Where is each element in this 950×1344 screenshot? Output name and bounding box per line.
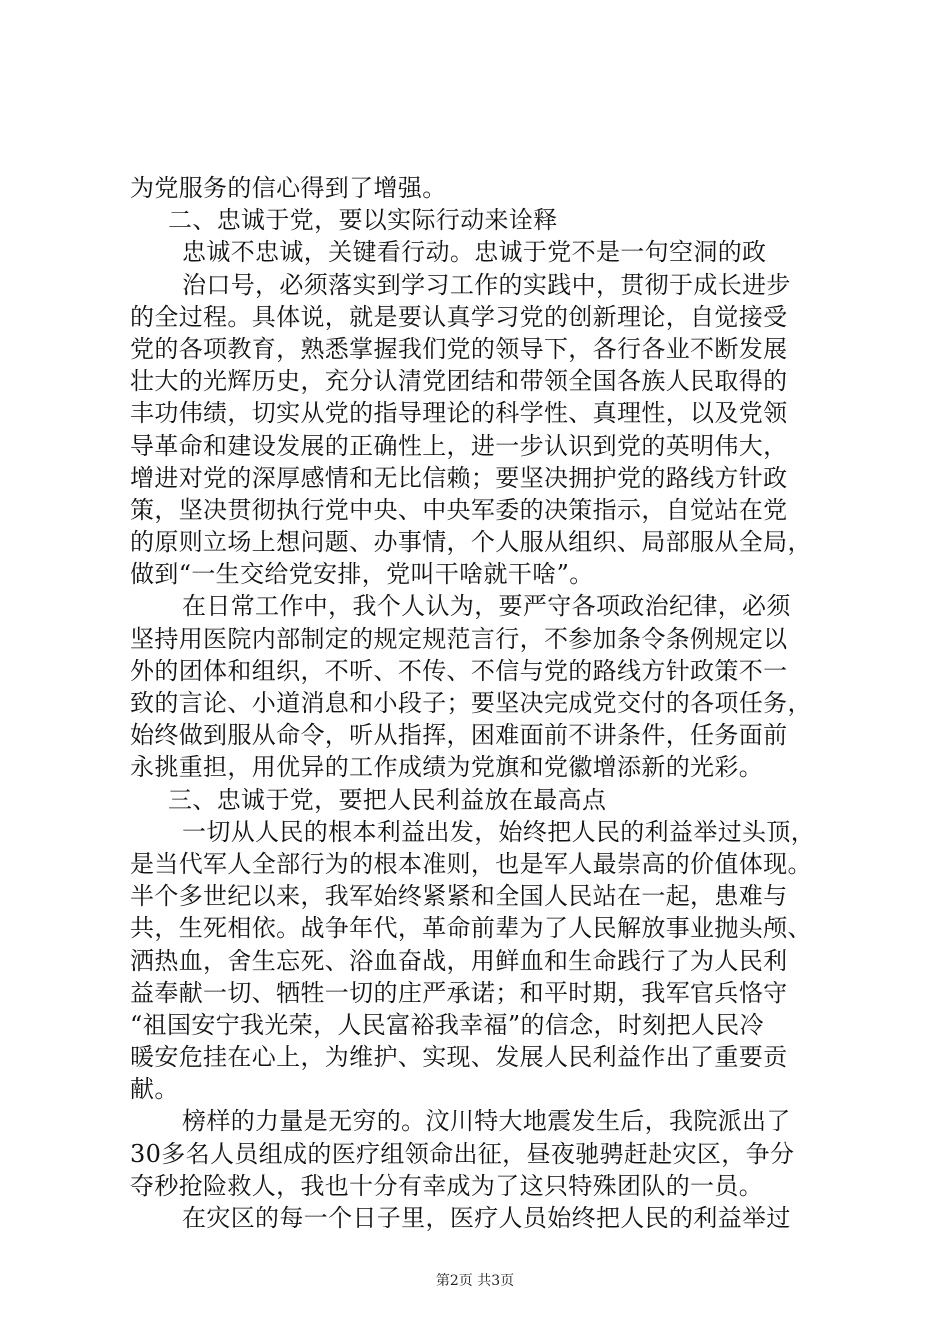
text-line: 外的团体和组织，不听、不传、不信与党的路线方针政策不一 <box>130 656 788 685</box>
text-line: 做到“一生交给党安排，党叫干啥就干啥”。 <box>130 560 594 589</box>
text-line: 夺秒抢险救人，我也十分有幸成为了这只特殊团队的一员。 <box>130 1171 764 1200</box>
text-line: 导革命和建设发展的正确性上，进一步认识到党的英明伟大， <box>130 431 788 460</box>
text-line: 益奉献一切、牺牲一切的庄严承诺；和平时期，我军官兵恪守 <box>130 978 788 1007</box>
section-heading: 三、忠诚于党，要把人民利益放在最高点 <box>168 785 607 814</box>
text-line: 的全过程。具体说，就是要认真学习党的创新理论，自觉接受 <box>130 302 788 331</box>
text-line: 献。 <box>130 1075 179 1104</box>
text-line: 暖安危挂在心上，为维护、实现、发展人民利益作出了重要贡 <box>130 1043 788 1072</box>
text-line: “祖国安宁我光荣，人民富裕我幸福”的信念，时刻把人民冷 <box>130 1010 764 1039</box>
text-line: 治口号，必须落实到学习工作的实践中，贯彻于成长进步 <box>182 270 791 299</box>
text-line: 丰功伟绩，切实从党的指导理论的科学性、真理性，以及党领 <box>130 399 788 428</box>
text-line: 是当代军人全部行为的根本准则，也是军人最崇高的价值体现。 <box>130 849 812 878</box>
text-line: 永挑重担，用优异的工作成绩为党旗和党徽增添新的光彩。 <box>130 753 764 782</box>
page-footer: 第2页 共3页 <box>435 1273 515 1289</box>
text-line: 始终做到服从命令，听从指挥，困难面前不讲条件，任务面前 <box>130 721 788 750</box>
body-text <box>130 172 830 1234</box>
text-line: 洒热血，舍生忘死、浴血奋战，用鲜血和生命践行了为人民利 <box>130 946 788 975</box>
text-line: 忠诚不忠诚，关键看行动。忠诚于党不是一句空洞的政 <box>182 238 767 267</box>
text-line: 在灾区的每一个日子里，医疗人员始终把人民的利益举过 <box>182 1204 791 1232</box>
text-line: 致的言论、小道消息和小段子；要坚决完成党交付的各项任务， <box>130 689 812 717</box>
text-line: 策，坚决贯彻执行党中央、中央军委的决策指示，自觉站在党 <box>130 495 788 524</box>
section-heading: 二、忠诚于党，要以实际行动来诠释 <box>168 206 558 235</box>
text-line: 壮大的光辉历史，充分认清党团结和带领全国各族人民取得的 <box>130 367 788 396</box>
text-line: 坚持用医院内部制定的规定规范言行，不参加条令条例规定以 <box>130 624 788 653</box>
text-line: 在日常工作中，我个人认为，要严守各项政治纪律，必须 <box>182 592 791 621</box>
text-line: 半个多世纪以来，我军始终紧紧和全国人民站在一起，患难与 <box>130 882 788 911</box>
text-line: 30多名人员组成的医疗组领命出征，昼夜驰骋赶赴灾区，争分 <box>130 1139 795 1168</box>
text-line: 共，生死相依。战争年代，革命前辈为了人民解放事业抛头颅、 <box>130 914 812 943</box>
text-line: 一切从人民的根本利益出发，始终把人民的利益举过头顶， <box>182 817 816 846</box>
text-line: 为党服务的信心得到了增强。 <box>130 174 447 202</box>
text-line: 的原则立场上想问题、办事情，个人服从组织、局部服从全局， <box>130 528 812 557</box>
text-line: 榜样的力量是无穷的。汶川特大地震发生后，我院派出了 <box>182 1107 791 1136</box>
text-line: 党的各项教育，熟悉掌握我们党的领导下，各行各业不断发展 <box>130 334 788 363</box>
text-line: 增进对党的深厚感情和无比信赖；要坚决拥护党的路线方针政 <box>130 463 788 492</box>
